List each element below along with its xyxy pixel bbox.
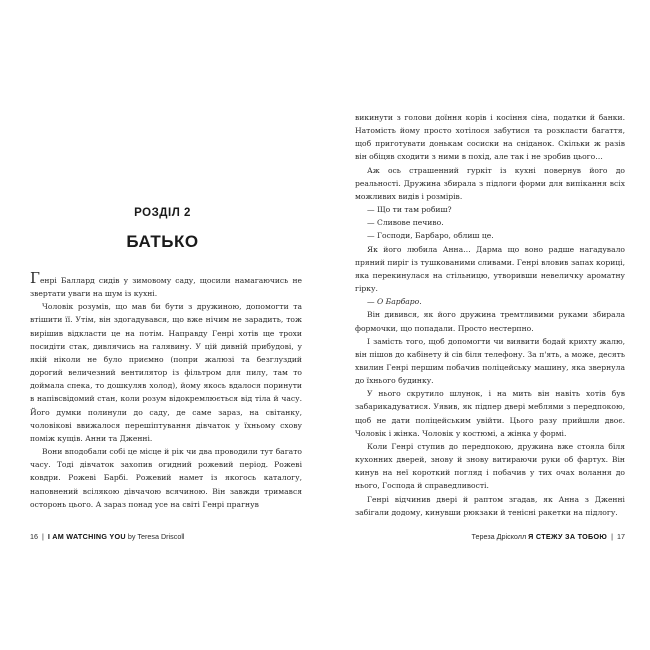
page-number: 16: [30, 532, 38, 541]
author: by Teresa Driscoll: [127, 532, 185, 541]
paragraph: Генрі Баллард сидів у зимовому саду, щосили намагаючись не звертати уваги на шум із кухні.: [30, 269, 302, 299]
footer-separator: |: [42, 532, 44, 541]
book-title: Я СТЕЖУ ЗА ТОБОЮ: [528, 532, 608, 541]
paragraph: Коли Генрі ступив до передпокою, дружина вже стояла біля кухонних дверей, знову й знову витираючи руки об фартух. Він кинув на неї короткий погляд і побачив у тих очах волання до нього, Господа й справедливості.: [355, 441, 625, 491]
paragraph: викинути з голови доїння корів і косіння сіна, податки й банки. Натомість йому просто хотілося забутися та розкласти багаття, щоб приготувати донькам сосиски на сніданок. Скільки ж разів він обіцяв сходити з ними в похід, але так і не зробив цього…: [355, 113, 625, 162]
paragraph: Вони вподобали собі це місце й рік чи два проводили тут багато часу. Тоді дівчаток захопив огидний рожевий період. Рожеві ковдри. Рожеві Барбі. Рожевий намет із якогось каталогу, наповнений всілякою дівчачою всячиною. Він завжди тримався осторонь цього. А зараз понад усе на світі Генрі прагнув: [30, 447, 302, 509]
paragraph: У нього скрутило шлунок, і на мить він навіть хотів був забарикадуватися. Уявив, як підпер двері меблями з передпокою, щоб не дати поліцейським увійти. Цього разу прийшли двоє. Чоловік і жінка. Чоловік у костюмі, а жінка у формі.: [355, 389, 625, 438]
chapter-number: РОЗДІЛ 2: [134, 207, 191, 219]
author: Тереза Дрісколл: [471, 532, 527, 541]
right-footer: [472, 532, 625, 541]
dialogue-line: — Що ти там робиш?: [367, 205, 452, 215]
page-number: 17: [617, 532, 625, 541]
paragraph: Як його любила Анна… Дарма що воно радше нагадувало пряний пиріг із тушкованими сливами. Генрі вловив запах кориці, яка перекинулася на стільницю, утворивши невеличку ароматну гірку.: [355, 244, 625, 294]
chapter-title: БАТЬКО: [126, 232, 199, 251]
left-body-text: [30, 269, 302, 511]
drop-cap: Г: [30, 269, 40, 287]
paragraph: Аж ось страшенний гуркіт із кухні повернув його до реальності. Дружина збирала з підлоги форми для випікання всіх можливих видів і розмірів.: [355, 165, 625, 201]
dialogue-line: — О Барбаро.: [367, 297, 422, 307]
paragraph: Він дивився, як його дружина тремтливими руками збирала формочки, що попадали. Просто нестерпно.: [355, 310, 625, 333]
left-footer: [30, 532, 185, 541]
dialogue-line: — Господи, Барбаро, облиш це.: [367, 231, 494, 241]
book-title: I AM WATCHING YOU: [47, 532, 126, 541]
paragraph: Генрі відчинив двері й раптом згадав, як Анна з Дженні забігали додому, кинувши рюкзаки й тенісні ракетки на підлогу.: [355, 494, 625, 517]
right-body-text: [355, 111, 625, 519]
paragraph: Чоловік розумів, що мав би бути з дружиною, допомогти та втішити її. Утім, він здогадувався, що вже нічим не зарадить, тож вирішив відкласти це на потім. Направду Генрі хотів ще трохи посидіти стак, дивлячись на галявину. У цій дивній прибудові, у якій ніколи не було приємно (попри жалюзі та безглуздий дорогий величезний вентилятор із фільтром для пилу, там то доймала спека, то дошкуляв холод), йому якось вдалося поринути в напівсвідомий стан, коли розум відокремлюється від тіла й часу. Його думки полинули до саду, де саме зараз, на світанку, чоловікові ввижалося перешіптування дівчаток у їхньому схову поміж кущів. Анни та Дженні.: [30, 302, 302, 443]
right-page: [325, 0, 650, 650]
dialogue-line: — Сливове печиво.: [367, 218, 444, 228]
paragraph: І замість того, щоб допомогти чи виявити бодай крихту жалю, він пішов до кабінету й сів біля телефону. За п'ять, а може, десять хвилин Генрі першим побачив поліцейську машину, яка звернула до їхнього будинку.: [355, 336, 625, 386]
footer-separator: |: [611, 532, 613, 541]
